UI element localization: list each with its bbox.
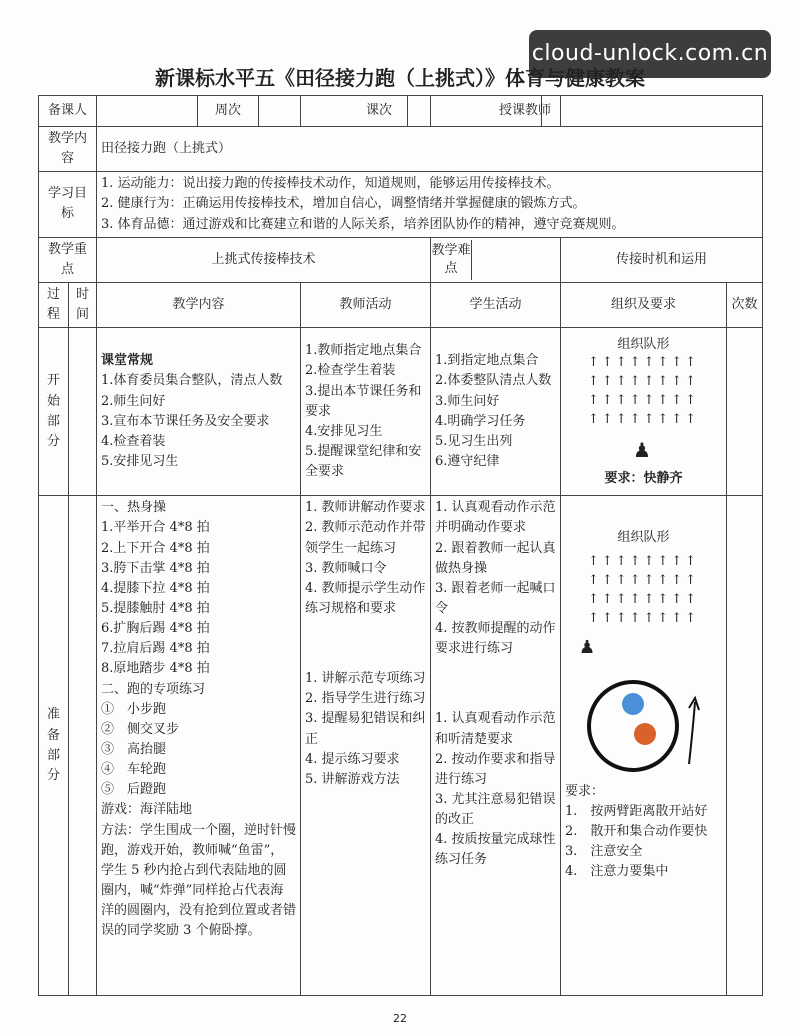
week-label: 周次 — [197, 96, 258, 126]
prep-content-item: ⑤ 后蹬跑 — [101, 782, 167, 798]
prep-content-item: 二、跑的专项练习 — [101, 681, 206, 697]
col-student: 学生活动 — [431, 282, 561, 327]
formation-row: ↑↑↑↑↑↑↑↑ — [587, 354, 700, 370]
difficulty-value: 传接时机和运用 — [561, 237, 763, 282]
formation-row: ↑↑↑↑↑↑↑↑ — [587, 411, 700, 427]
prep-teacher — [301, 496, 431, 996]
lesson-cell — [301, 96, 431, 127]
prep-org-reqs — [565, 782, 722, 883]
goals-list — [97, 172, 763, 237]
content-row — [39, 127, 763, 172]
prep-content-item: ② 侧交叉步 — [101, 721, 180, 737]
orange-circle — [634, 723, 656, 745]
page-title: 新课标水平五《田径接力跑（上挑式）》体育与健康教案 — [155, 66, 645, 90]
col-content: 教学内容 — [97, 282, 301, 327]
prep-req-item: 4. 注意力要集中 — [565, 864, 669, 880]
prep-teacher-item: 3. 提醒易犯错误和纠正 — [305, 711, 426, 747]
goal-item: 2. 健康行为：正确运用传接棒技术，增加自信心，调整情绪并掌握健康的锻炼方式。 — [101, 196, 586, 212]
prep-content-item: 游戏：海洋陆地 — [101, 802, 193, 818]
prep-content-item: 一、热身操 — [101, 500, 167, 516]
prep-org-title: 组织队形 — [617, 530, 670, 546]
ocean-land-diagram — [565, 668, 721, 778]
start-student-item: 1.到指定地点集合 — [435, 353, 539, 369]
start-org-title: 组织队形 — [617, 336, 670, 352]
start-student-item: 2.体委整队清点人数 — [435, 373, 552, 389]
prep-content-item: 5.提膝触肘 4*8 拍 — [101, 600, 210, 616]
prep-req-item: 1. 按两臂距离散开站好 — [565, 804, 708, 819]
formation-row: ↑↑↑↑↑↑↑↑ — [587, 611, 700, 627]
prep-teacher-item: 1. 讲解示范专项练习 — [305, 671, 426, 687]
prep-content-item: ① 小步跑 — [101, 701, 167, 717]
prep-content-item: 4.提膝下拉 4*8 拍 — [101, 580, 210, 596]
goals-row — [39, 172, 763, 237]
prep-content-item: 3.胯下击掌 4*8 拍 — [101, 560, 210, 576]
difficulty-cell — [431, 237, 561, 282]
prep-req-item: 2. 散开和集合动作要快 — [565, 824, 708, 840]
content-value: 田径接力跑（上挑式） — [97, 127, 763, 172]
start-org — [561, 328, 727, 496]
start-label: 开始部分 — [39, 328, 69, 496]
prep-student-item: 2. 按动作要求和指导进行练习 — [435, 751, 556, 787]
prep-content-item: 1.平举开合 4*8 拍 — [101, 520, 210, 536]
prep-teacher-item: 2. 指导学生进行练习 — [305, 691, 426, 707]
header-middle — [97, 96, 301, 127]
prep-student-item: 2. 跟着教师一起认真做热身操 — [435, 540, 556, 576]
start-student-item: 5.见习生出列 — [435, 433, 513, 449]
start-content-title: 课堂常规 — [101, 353, 154, 369]
prep-student-item: 3. 尤其注意易犯错误的改正 — [435, 791, 556, 828]
prep-section-row — [39, 496, 763, 996]
prep-org — [561, 496, 727, 996]
watermark: cloud-unlock.com.cn — [529, 30, 771, 78]
formation-row: ↑↑↑↑↑↑↑↑ — [587, 554, 700, 570]
key-row — [39, 237, 763, 282]
goal-item: 1. 运动能力：说出接力跑的传接棒技术动作，知道规则，能够运用传接棒技术。 — [101, 176, 560, 192]
prep-teacher-item: 5. 讲解游戏方法 — [305, 771, 400, 787]
start-student-item: 3.师生问好 — [435, 393, 500, 409]
prep-content-item: 方法：学生围成一个圈，逆时针慢跑，游戏开始，教师喊“鱼雷”，学生 5 秒内抢占到代表陆地的圆圈内，喊“炸弹”同样抢占代表海洋的圆圈内，没有抢到位置或者错误的同学奖励 3 个俯卧撑。 — [101, 822, 297, 939]
direction-arrow — [689, 702, 695, 764]
prep-req-title: 要求： — [565, 783, 605, 799]
start-org-req: 要求：快静齐 — [604, 470, 683, 486]
start-teacher-item: 1.教师指定地点集合 — [305, 343, 422, 359]
prep-student-spacer — [435, 659, 556, 709]
start-content-item: 4.检查着装 — [101, 433, 166, 449]
prep-student-item: 1. 认真观看动作示范并明确动作要求 — [435, 500, 556, 536]
teacher-person-icon: ♟ — [633, 437, 654, 462]
start-student-item: 6.遵守纪律 — [435, 454, 500, 470]
formation-row: ↑↑↑↑↑↑↑↑ — [587, 592, 700, 608]
lesson-label: 课次 — [366, 102, 393, 118]
columns-row — [39, 282, 763, 327]
start-content-item: 2.师生问好 — [101, 393, 166, 409]
teacher-label-cell — [499, 96, 763, 127]
prep-teacher-item: 4. 提示练习要求 — [305, 751, 400, 767]
content-label: 教学内容 — [39, 127, 97, 172]
start-teacher-item: 2.检查学生着装 — [305, 363, 396, 379]
prep-content-item: 8.原地踏步 4*8 拍 — [101, 661, 210, 677]
formation-row: ↑↑↑↑↑↑↑↑ — [587, 392, 700, 408]
prep-teacher-spacer — [305, 619, 426, 669]
prep-student-item: 4. 按质按量完成球性练习任务 — [435, 832, 556, 868]
prep-formation — [565, 554, 722, 628]
start-teacher-item: 4.安排见习生 — [305, 423, 383, 439]
start-content-item: 3.宣布本节课任务及安全要求 — [101, 413, 270, 429]
prep-student-item: 1. 认真观看动作示范和听清楚要求 — [435, 711, 556, 747]
prep-content — [97, 496, 301, 996]
prep-student — [431, 496, 561, 996]
start-teacher — [301, 328, 431, 496]
prep-content-item: 7.拉肩后踢 4*8 拍 — [101, 641, 210, 657]
key-value: 上挑式传接棒技术 — [97, 237, 431, 282]
goals-label: 学习目标 — [39, 172, 97, 237]
start-content-item: 1.体育委员集合整队，清点人数 — [101, 373, 283, 389]
prep-content-item: ③ 高抬腿 — [101, 741, 167, 757]
start-formation — [565, 355, 722, 463]
prep-student-item: 4. 按教师提醒的动作要求进行练习 — [435, 621, 556, 657]
blue-circle — [622, 693, 644, 715]
preparer-label: 备课人 — [39, 96, 97, 127]
teacher-person-icon: ♟ — [579, 636, 596, 658]
col-teacher: 教师活动 — [301, 282, 431, 327]
col-time: 时间 — [69, 282, 97, 327]
start-student — [431, 328, 561, 496]
col-count: 次数 — [727, 282, 763, 327]
prep-content-item: 2.上下开合 4*8 拍 — [101, 540, 210, 556]
difficulty-label: 教学难点 — [431, 242, 471, 276]
page-number: 22 — [393, 1012, 407, 1025]
col-process: 过程 — [39, 282, 69, 327]
prep-teacher-item: 2. 教师示范动作并带领学生一起练习 — [305, 520, 426, 556]
start-teacher-item: 3.提出本节课任务和要求 — [305, 383, 422, 419]
prep-content-item: 6.扩胸后踢 4*8 拍 — [101, 621, 210, 637]
formation-row: ↑↑↑↑↑↑↑↑ — [587, 573, 700, 589]
header-row — [39, 96, 763, 127]
prep-req-item: 3. 注意安全 — [565, 844, 643, 860]
prep-teacher-item: 1. 教师讲解动作要求 — [305, 500, 426, 516]
col-org: 组织及要求 — [561, 282, 727, 327]
start-content — [97, 328, 301, 496]
prep-teacher-item: 4. 教师提示学生动作练习规格和要求 — [305, 580, 426, 616]
start-content-item: 5.安排见习生 — [101, 454, 179, 470]
start-teacher-item: 5.提醒课堂纪律和安全要求 — [305, 443, 422, 480]
lesson-plan-table — [38, 95, 763, 996]
key-label: 教学重点 — [39, 237, 97, 282]
goal-item: 3. 体育品德：通过游戏和比赛建立和谐的人际关系，培养团队协作的精神，遵守竞赛规则。 — [101, 216, 625, 232]
start-section-row — [39, 328, 763, 496]
formation-row: ↑↑↑↑↑↑↑↑ — [587, 373, 700, 389]
prep-label: 准备部分 — [39, 496, 69, 996]
teacher-label: 授课教师 — [499, 102, 552, 118]
prep-content-item: ④ 车轮跑 — [101, 762, 167, 778]
start-student-item: 4.明确学习任务 — [435, 413, 526, 429]
prep-teacher-item: 3. 教师喊口令 — [305, 560, 387, 576]
prep-student-item: 3. 跟着老师一起喊口令 — [435, 580, 556, 616]
